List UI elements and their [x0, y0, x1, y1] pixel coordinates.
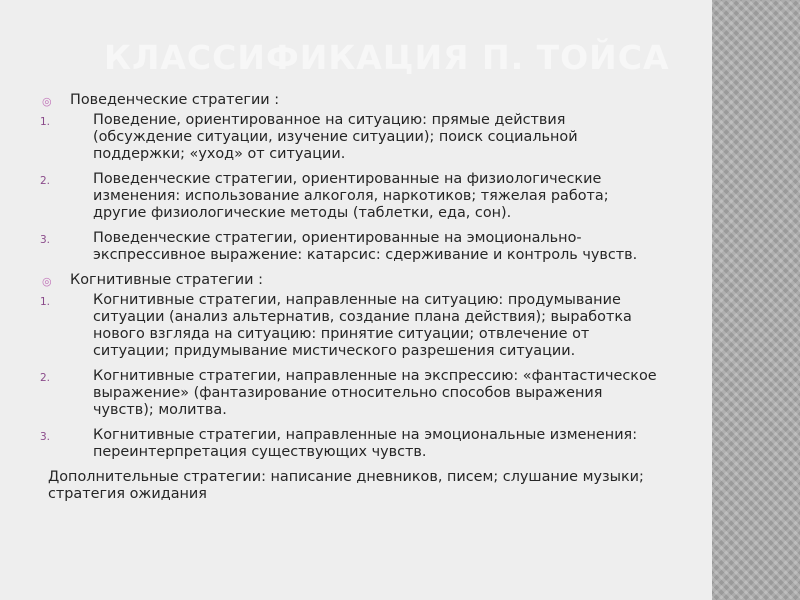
list-item — [40, 230, 660, 264]
additional-strategies-text: Дополнительные стратегии: написание дневников, писем; слушание музыки; стратегия ожидания — [48, 469, 644, 502]
list-number: 2. — [40, 175, 51, 187]
section-heading-behavioral — [40, 92, 660, 109]
ring-bullet-icon: ◎ — [42, 95, 52, 108]
list-item-text: Поведенческие стратегии, ориентированные на эмоционально-экспрессивное выражение: катарсис: сдерживание и контроль чувств. — [93, 230, 638, 263]
list-item-text: Поведение, ориентированное на ситуацию: прямые действия (обсуждение ситуации, изучение ситуации); поиск социальной поддержки; «уход» от ситуации. — [93, 112, 578, 162]
list-item-text: Когнитивные стратегии, направленные на ситуацию: продумывание ситуации (анализ альтернатив, создание плана действия); выработка нового взгляда на ситуацию: принятие ситуации; отвлечение от ситуации; придумывание мистического разрешения ситуации. — [93, 292, 632, 359]
section-heading-label: Поведенческие стратегии : — [70, 92, 280, 108]
list-number: 3. — [40, 431, 51, 443]
list-number: 1. — [40, 296, 51, 308]
list-item-text: Когнитивные стратегии, направленные на эмоциональные изменения: переинтерпретация существующих чувств. — [93, 427, 638, 460]
list-number: 3. — [40, 234, 51, 246]
ring-bullet-icon: ◎ — [42, 275, 52, 288]
list-number: 1. — [40, 116, 51, 128]
section-heading-label: Когнитивные стратегии : — [70, 272, 263, 288]
list-item — [40, 171, 660, 222]
decorative-stripe — [712, 0, 800, 600]
section-heading-cognitive — [40, 272, 660, 289]
list-item — [40, 427, 660, 461]
slide-content — [40, 92, 660, 503]
list-item-text: Когнитивные стратегии, направленные на экспрессию: «фантастическое выражение» (фантазирование относительно способов выражения чувств); молитва. — [93, 368, 657, 418]
list-item — [40, 368, 660, 419]
list-item — [40, 292, 660, 360]
list-number: 2. — [40, 372, 51, 384]
list-item — [40, 112, 660, 163]
list-item-text: Поведенческие стратегии, ориентированные на физиологические изменения: использование алкоголя, наркотиков; тяжелая работа; другие физиологические методы (таблетки, еда, сон). — [93, 171, 609, 221]
slide-title: КЛАССИФИКАЦИЯ П. ТОЙСА — [104, 38, 670, 77]
